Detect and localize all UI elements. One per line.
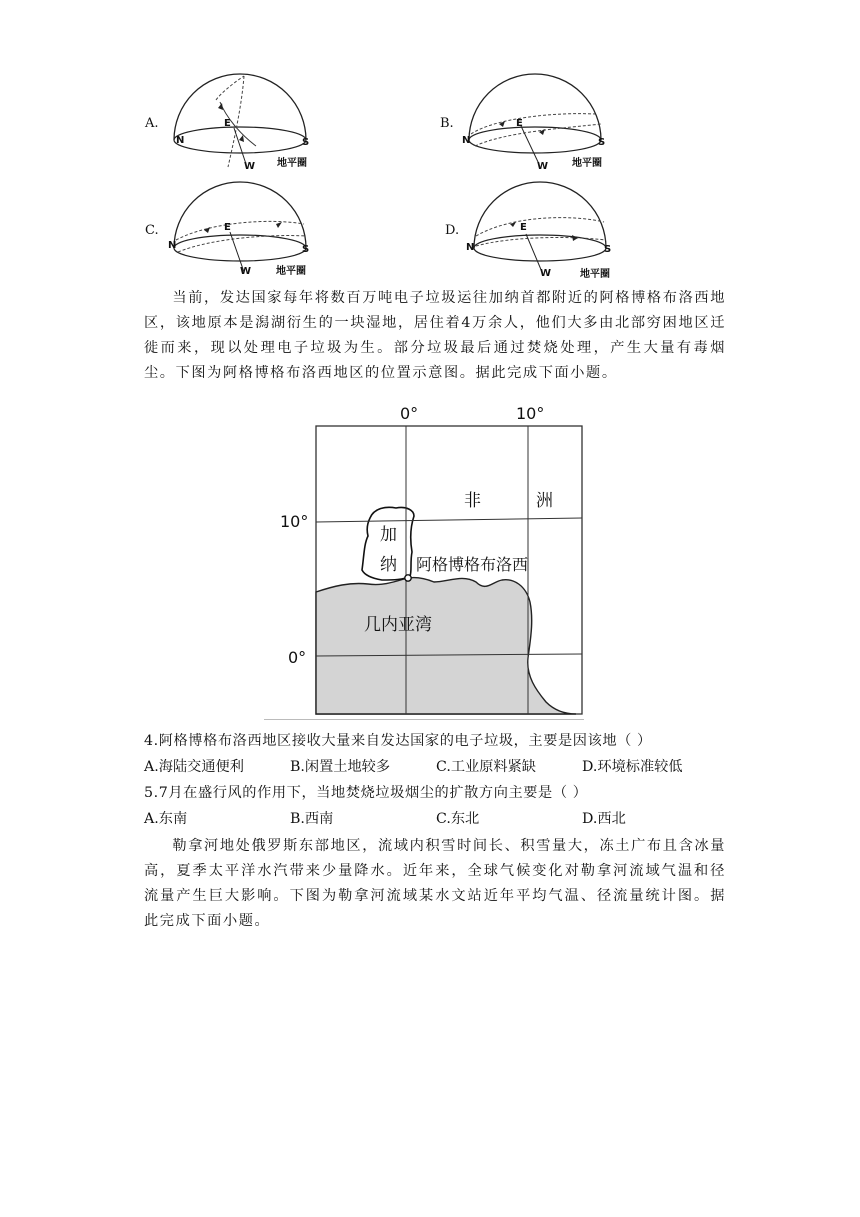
- east-label: E: [516, 118, 523, 129]
- africa-label-2: 洲: [536, 491, 553, 511]
- option-c-label: C.: [145, 223, 159, 238]
- option-a-label: A.: [145, 116, 159, 131]
- passage-ghana: [144, 286, 726, 386]
- horizon-label: 地平圈: [572, 158, 602, 169]
- option-b-label: B.: [440, 116, 454, 131]
- horizon-label: 地平圈: [276, 266, 306, 277]
- q5-option-c[interactable]: C.东北: [436, 811, 480, 827]
- passage-lena-river: [144, 834, 726, 934]
- north-label: N: [168, 240, 177, 251]
- question-4-stem: 4.阿格博格布洛西地区接收大量来自发达国家的电子垃圾，主要是因该地（ ）: [144, 733, 652, 749]
- q4-option-a[interactable]: A.海陆交通便利: [144, 759, 244, 775]
- q5-option-a[interactable]: A.东南: [144, 811, 188, 827]
- north-label: N: [462, 135, 471, 146]
- north-label: N: [466, 242, 475, 253]
- longitude-label-0: 0°: [400, 404, 419, 423]
- south-label: S: [302, 244, 310, 255]
- west-label: W: [540, 268, 552, 279]
- q4-option-d[interactable]: D.环境标准较低: [582, 759, 683, 775]
- latitude-label-10: 10°: [280, 512, 309, 531]
- gulf-of-guinea-label: 几内亚湾: [364, 615, 432, 635]
- north-label: N: [176, 135, 185, 146]
- africa-label-1: 非: [464, 491, 481, 511]
- horizon-label: 地平圈: [580, 269, 610, 280]
- passage-text: 勒拿河地处俄罗斯东部地区，流域内积雪时间长、积雪量大，冻土广布且含冰量高，夏季太平洋水汽带来少量降水。近年来，全球气候变化对勒拿河流域气温和径流量产生巨大影响。下图为勒拿河流域某水文站近年平均气温、径流量统计图。据此完成下面小题。: [144, 838, 726, 929]
- south-label: S: [302, 137, 310, 148]
- west-label: W: [240, 266, 252, 277]
- south-label: S: [598, 137, 606, 148]
- south-label: S: [604, 244, 612, 255]
- q4-option-b[interactable]: B.闲置土地较多: [290, 759, 391, 775]
- question-5-stem: 5.7月在盛行风的作用下，当地焚烧垃圾烟尘的扩散方向主要是（ ）: [144, 785, 588, 801]
- longitude-label-10: 10°: [516, 404, 545, 423]
- ghana-location-map: [264, 396, 584, 726]
- passage-text: 当前，发达国家每年将数百万吨电子垃圾运往加纳首都附近的阿格博格布洛西地区，该地原本是潟湖衍生的一块湿地，居住着4万余人，他们大多由北部穷困地区迁徙而来，现以处理电子垃圾为生。部分垃圾最后通过焚烧处理，产生大量有毒烟尘。下图为阿格博格布洛西地区的位置示意图。据此完成下面小题。: [144, 290, 726, 381]
- east-label: E: [224, 118, 231, 129]
- ghana-label-2: 纳: [380, 555, 397, 575]
- ghana-label-1: 加: [380, 525, 397, 545]
- agbogbloshie-label: 阿格博格布洛西: [416, 555, 529, 574]
- latitude-label-0: 0°: [288, 648, 307, 667]
- figure-divider: [264, 719, 584, 720]
- q4-option-c[interactable]: C.工业原料紧缺: [436, 759, 536, 775]
- west-label: W: [244, 161, 256, 172]
- west-label: W: [537, 161, 549, 172]
- option-d-label: D.: [445, 223, 460, 238]
- horizon-label: 地平圈: [277, 158, 307, 169]
- q5-option-b[interactable]: B.西南: [290, 811, 334, 827]
- east-label: E: [224, 222, 231, 233]
- q5-option-d[interactable]: D.西北: [582, 811, 626, 827]
- east-label: E: [520, 222, 527, 233]
